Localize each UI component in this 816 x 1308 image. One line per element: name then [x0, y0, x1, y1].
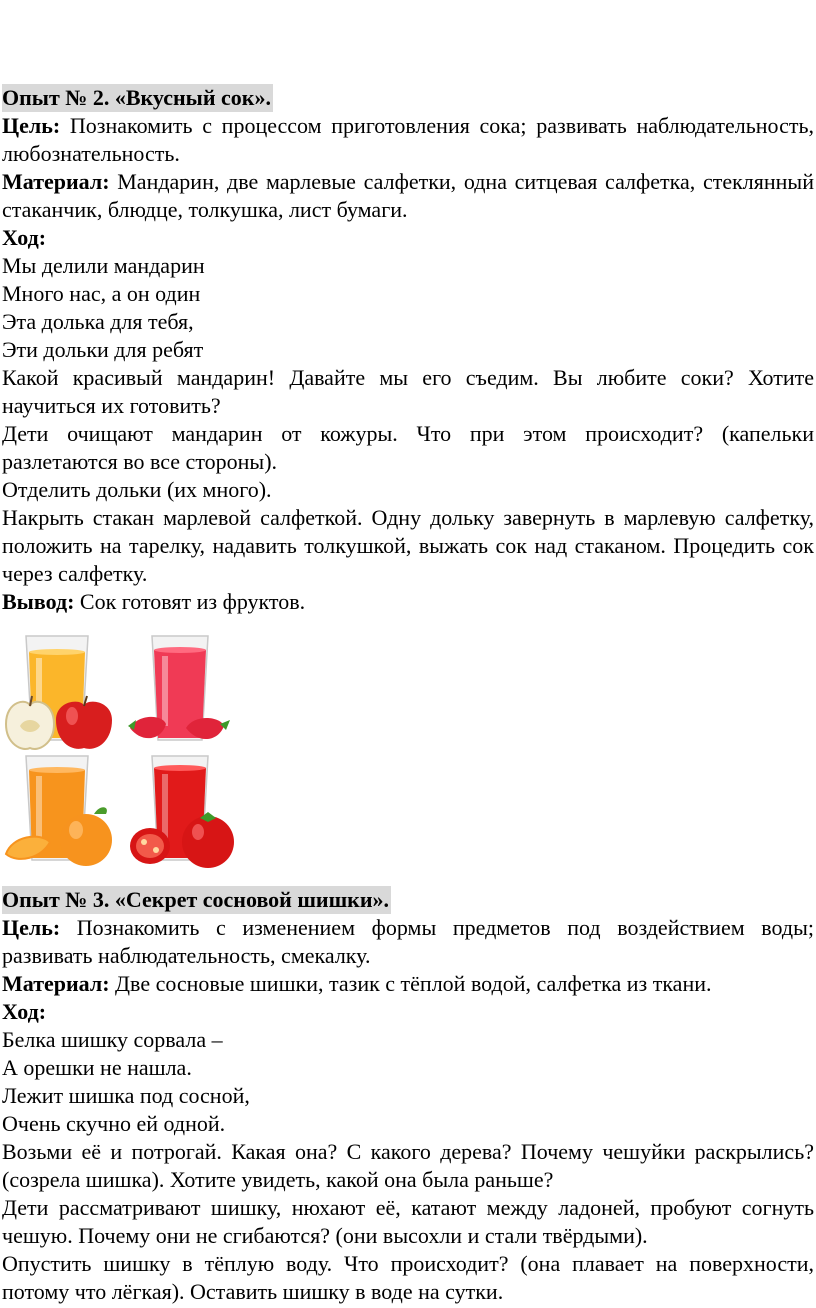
exp3-poem-line: Лежит шишка под сосной, [2, 1083, 250, 1108]
exp2-paragraph: Накрыть стакан марлевой салфеткой. Одну дольку завернуть в марлевую салфетку, положить на тарелку, надавить толкушкой, выжать сок над стаканом. Процедить сок через салфетку. [2, 505, 814, 586]
exp3-paragraph: Опустить шишку в тёплую воду. Что происходит? (она плавает на поверхности, потому что лёгкая). Оставить шишку в воде на сутки. [2, 1251, 814, 1304]
exp2-poem-line: Эта долька для тебя, [2, 309, 194, 334]
exp3-poem-line: Белка шишку сорвала – [2, 1027, 223, 1052]
exp2-poem-line: Много нас, а он один [2, 281, 201, 306]
exp3-title: Опыт № 3. «Секрет сосновой шишки». [2, 887, 390, 912]
exp3-paragraph: Дети рассматривают шишку, нюхают её, катают между ладоней, пробуют согнуть чешую. Почему они не сгибаются? (они высохли и стали твёрдыми). [2, 1195, 814, 1248]
exp2-paragraph: Отделить дольки (их много). [2, 477, 272, 502]
tomato-half-icon [130, 828, 170, 864]
exp2-material-text: Мандарин, две марлевые салфетки, одна ситцевая салфетка, стеклянный стаканчик, блюдце, толкушка, лист бумаги. [2, 169, 814, 222]
exp2-conclusion-label: Вывод: [2, 589, 75, 614]
exp3-process-label-text: Ход: [2, 999, 47, 1024]
exp2-title: Опыт № 2. «Вкусный сок». [2, 85, 271, 110]
exp2-heading [2, 84, 814, 112]
exp2-conclusion [2, 588, 814, 616]
exp3-poem-line: Очень скучно ей одной. [2, 1111, 226, 1136]
exp3-material-label: Материал: [2, 971, 110, 996]
exp2-poem-line: Мы делили мандарин [2, 253, 205, 278]
exp3-paragraph: Возьми её и потрогай. Какая она? С какого дерева? Почему чешуйки раскрылись? (созрела шишка). Хотите увидеть, какой она была раньше? [2, 1139, 814, 1192]
exp3-heading [2, 886, 814, 914]
exp2-goal-label: Цель: [2, 113, 61, 138]
exp3-poem-line: А орешки не нашла. [2, 1055, 192, 1080]
juice-illustration-svg [2, 628, 242, 878]
exp3-material [2, 970, 814, 998]
exp2-material-label: Материал: [2, 169, 110, 194]
exp2-goal [2, 112, 814, 168]
exp2-goal-text: Познакомить с процессом приготовления сока; развивать наблюдательность, любознательность. [2, 113, 814, 166]
exp2-poem-line: Эти дольки для ребят [2, 337, 204, 362]
exp3-goal-text: Познакомить с изменением формы предметов под воздействием воды; развивать наблюдательность, смекалку. [2, 915, 814, 968]
exp2-material [2, 168, 814, 224]
exp2-process-label [2, 224, 814, 252]
exp2-paragraph: Какой красивый мандарин! Давайте мы его съедим. Вы любите соки? Хотите научиться их готовить? [2, 365, 814, 418]
exp3-process-label [2, 998, 814, 1026]
exp2-process-label-text: Ход: [2, 225, 47, 250]
document-page [2, 84, 814, 1306]
exp3-goal [2, 914, 814, 970]
exp3-goal-label: Цель: [2, 915, 61, 940]
exp2-conclusion-text: Сок готовят из фруктов. [74, 589, 306, 614]
juice-illustration [2, 628, 814, 878]
exp2-paragraph: Дети очищают мандарин от кожуры. Что при этом происходит? (капельки разлетаются во все стороны). [2, 421, 814, 474]
exp3-material-text: Две сосновые шишки, тазик с тёплой водой, салфетка из ткани. [109, 971, 712, 996]
